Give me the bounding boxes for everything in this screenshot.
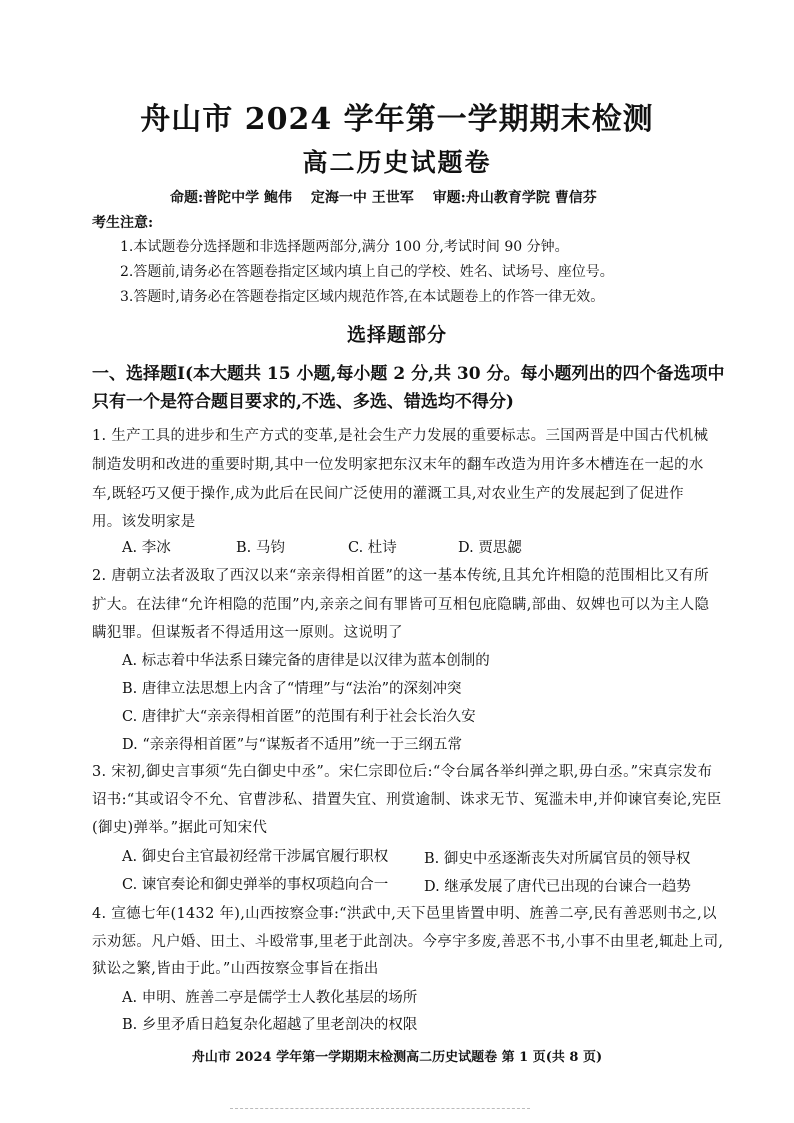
reviewer: 审题:舟山教育学院 曹信芬	[432, 190, 597, 206]
question-3-option-c: C. 谏官奏论和御史弹举的事权项趋向合一	[122, 877, 389, 893]
question-1-option-a: A. 李冰	[122, 540, 171, 556]
question-1-option-c: C. 杜诗	[348, 540, 397, 556]
question-1-line: 车,既轻巧又便于操作,成为此后在民间广泛使用的灌溉工具,对农业生产的发展起到了促进作	[92, 486, 684, 502]
question-3-option-d: D. 继承发展了唐代已出现的台谏合一趋势	[424, 879, 691, 895]
question-3-line: 诏书:“其或诏令不允、官曹涉私、措置失宜、刑赏逾制、诛求无节、冤滥未申,并仰谏官奏论,宪臣	[92, 792, 722, 808]
exam-title: 舟山市 2024 学年第一学期期末检测	[140, 102, 654, 137]
exam-subtitle: 高二历史试题卷	[302, 148, 492, 177]
question-3-option-b: B. 御史中丞逐渐丧失对所属官员的领导权	[424, 851, 691, 867]
question-4-line: 狱讼之繁,皆由于此。”山西按察佥事旨在指出	[92, 961, 379, 977]
question-4-line: 4. 宣德七年(1432 年),山西按察佥事:“洪武中,天下邑里皆置申明、旌善二亭,民有善恶则书之,以	[92, 906, 717, 922]
question-2-line: 扩大。在法律“允许相隐的范围”内,亲亲之间有罪皆可互相包庇隐瞒,部曲、奴婢也可以为主人隐	[92, 597, 710, 613]
question-1-option-b: B. 马钧	[236, 540, 285, 556]
question-4-option-b: B. 乡里矛盾日趋复杂化超越了里老剖决的权限	[122, 1017, 418, 1033]
notice-item: 2.答题前,请务必在答题卷指定区域内填上自己的学校、姓名、试场号、座位号。	[120, 264, 614, 280]
question-1-line: 用。该发明家是	[92, 514, 196, 530]
notice-heading: 考生注意:	[92, 215, 154, 231]
part-instruction-line: 只有一个是符合题目要求的,不选、多选、错选均不得分)	[92, 392, 514, 412]
author-2: 定海一中 王世军	[310, 190, 414, 206]
question-2-option-b: B. 唐律立法思想上内含了“情理”与“法治”的深刻冲突	[122, 681, 462, 697]
question-2-option-c: C. 唐律扩大“亲亲得相首匿”的范围有利于社会长治久安	[122, 709, 476, 725]
question-4-option-a: A. 申明、旌善二亭是儒学士人教化基层的场所	[122, 990, 418, 1006]
section-title: 选择题部分	[346, 324, 447, 346]
question-4-line: 示劝惩。凡户婚、田土、斗殴常事,里老于此剖决。今亭宇多废,善恶不书,小事不由里老,辄赴上司,	[92, 934, 724, 950]
question-2-line: 2. 唐朝立法者汲取了西汉以来“亲亲得相首匿”的这一基本传统,且其允许相隐的范围相比又有所	[92, 568, 709, 584]
authors-line	[170, 187, 611, 207]
part-instruction-line: 一、选择题Ⅰ(本大题共 15 小题,每小题 2 分,共 30 分。每小题列出的四个备选项中	[92, 364, 725, 384]
scan-artifact-divider	[230, 1108, 530, 1109]
question-3-line: (御史)弹举。”据此可知宋代	[92, 820, 268, 836]
question-2-line: 瞒犯罪。但谋叛者不得适用这一原则。这说明了	[92, 625, 403, 641]
question-1-line: 制造发明和改进的重要时期,其中一位发明家把东汉末年的翻车改造为用许多木槽连在一起的水	[92, 457, 704, 473]
notice-item: 3.答题时,请务必在答题卷指定区域内规范作答,在本试题卷上的作答一律无效。	[120, 289, 605, 305]
author-1: 命题:普陀中学 鲍伟	[170, 190, 293, 206]
question-3-option-a: A. 御史台主官最初经常干涉属官履行职权	[122, 849, 389, 865]
notice-item: 1.本试题卷分选择题和非选择题两部分,满分 100 分,考试时间 90 分钟。	[120, 239, 569, 255]
question-3-line: 3. 宋初,御史言事须“先白御史中丞”。宋仁宗即位后:“令台属各举纠弹之职,毋白丞。”宋真宗发布	[92, 764, 713, 780]
question-2-option-d: D. “亲亲得相首匿”与“谋叛者不适用”统一于三纲五常	[122, 737, 462, 753]
question-1-line: 1. 生产工具的进步和生产方式的变革,是社会生产力发展的重要标志。三国两晋是中国古代机械	[92, 428, 709, 444]
question-1-option-d: D. 贾思勰	[458, 540, 522, 556]
page-footer: 舟山市 2024 学年第一学期期末检测高二历史试题卷 第 1 页(共 8 页)	[191, 1050, 603, 1065]
question-2-option-a: A. 标志着中华法系日臻完备的唐律是以汉律为蓝本创制的	[122, 653, 490, 669]
